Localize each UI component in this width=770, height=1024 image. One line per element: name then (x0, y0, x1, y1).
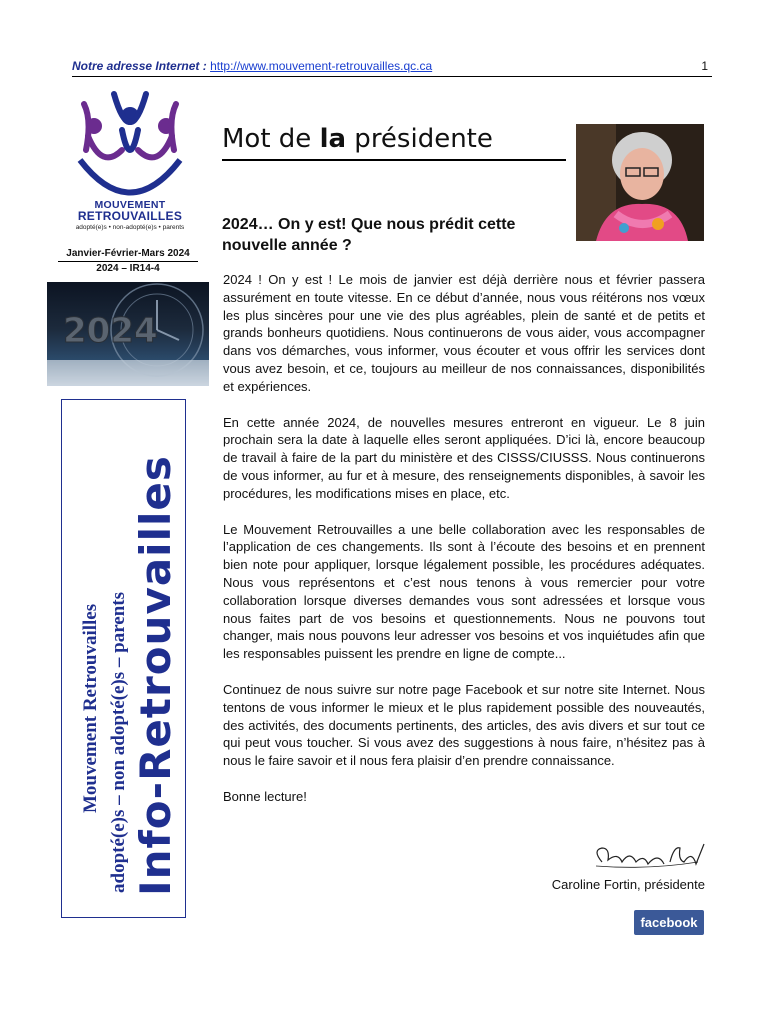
title-part1: Mot de (222, 124, 320, 154)
logo-tagline: adopté(e)s • non-adopté(e)s • parents (75, 224, 185, 231)
portrait-illustration (576, 124, 704, 241)
paragraph-4: Continuez de nous suivre sur notre page Facebook et sur notre site Internet. Nous tentons de vous informer le mieux et le plus rapidement possible des nouveautés, des activités, des documents pertinents, des articles, des avis divers et sur tout ce qui peut vous toucher. Si vous avez des suggestions à nous faire, n’hésitez pas à nous le faire savoir et il nous fera plaisir d’en prendre connaissance. (223, 681, 705, 769)
closing-line: Bonne lecture! (223, 788, 307, 804)
issue-number: 2024 – IR14-4 (96, 263, 160, 274)
paragraph-3: Le Mouvement Retrouvailles a une belle collaboration avec les responsables de l’application de ces changements. Ils sont à l’écoute des besoins et en prennent bien note pour appliquer, lorsque légalement possible, les procédures adéquates. Nous vous représentons et c’est nous tenons à vous remercier pour votre collaboration lorsque diverses demandes vous sont adressées et lorsque vous nous faites part de vos besoins et questionnements. Nous ne pouvons tout changer, mais nous pouvons leur adresser vos besoins et vos inquiétudes afin que les responsables puissent les prendre en ligne de compte... (223, 521, 705, 662)
handwritten-signature (588, 840, 708, 880)
website-link[interactable]: http://www.mouvement-retrouvailles.qc.ca (210, 59, 433, 73)
signature-name: Caroline Fortin, présidente (551, 877, 705, 892)
page-number: 1 (701, 59, 708, 73)
logo-word-retrouvailles: RETROUVAILLES (77, 209, 183, 223)
address-label: Notre adresse Internet : (72, 59, 207, 73)
facebook-badge[interactable]: facebook (634, 910, 704, 935)
president-photo (576, 124, 704, 241)
title-part3: présidente (346, 124, 493, 154)
logo-word-mouvement: MOUVEMENT (94, 199, 166, 211)
issue-period: Janvier-Février-Mars 2024 (66, 248, 190, 259)
paragraph-2: En cette année 2024, de nouvelles mesures entreront en vigueur. Le 8 juin prochain sera la date à laquelle elles seront appliquées. D’ici là, encore beaucoup de travail à faire de la part du ministère et des CISSS/CIUSSS. Nous continuerons de vous informer, au fur et à mesure, des renseignements disponibles, à savoir les procédures, les modifications mises en place, etc. (223, 414, 705, 501)
title-rule (222, 159, 566, 161)
page-title (222, 124, 493, 154)
year-2024-image (47, 282, 209, 386)
clock-illustration (47, 282, 209, 386)
header-rule (72, 76, 712, 77)
year-text: 2024 (63, 311, 158, 351)
sidebar-organization: Mouvement Retrouvailles (80, 603, 101, 813)
paragraph-1: 2024 ! On y est ! Le mois de janvier est déjà derrière nous et février passera assurément en toute vitesse. En ce début d’année, nous vous réitérons nos vœux les plus sincères pour une vie des plus agréables, plein de santé et de petits et grands bonheurs quotidiens. Nous continuerons de vous aider, vous accompagner dans vos démarches, vous informer, vous écouter et vous offrir les services dont vous avez besoin, et ce, toujours au meilleur de nos connaissances, disponibilités et expériences. (223, 272, 705, 394)
page-header (72, 59, 708, 75)
issue-rule (58, 261, 198, 262)
sidebar-audience: adopté(e)s – non adopté(e)s – parents (108, 591, 129, 893)
article-subtitle: 2024… On y est! Que nous prédit cette nouvelle année ? (222, 216, 516, 254)
article-body (223, 271, 705, 824)
title-part2: la (319, 124, 347, 154)
sidebar-newsletter-title: Info-Retrouvailles (131, 455, 180, 896)
